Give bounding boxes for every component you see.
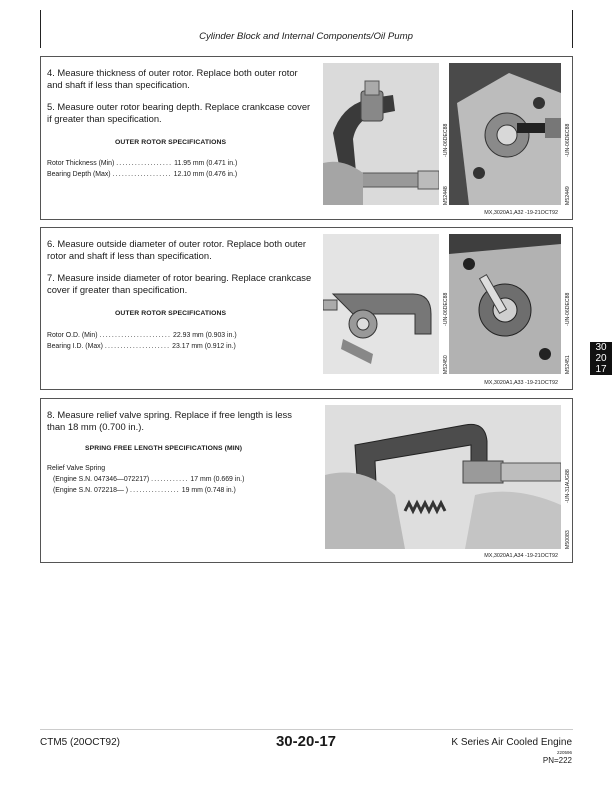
footer-rule bbox=[40, 729, 573, 730]
spec-dots: ....................... bbox=[99, 332, 172, 339]
header-right-rule bbox=[572, 10, 573, 48]
photo-code-label: M52450 bbox=[443, 355, 449, 374]
instruction-5: 5. Measure outer rotor bearing depth. Replace crankcase cover if greater than specification. bbox=[47, 101, 311, 125]
spec-value: 12.10 mm (0.476 in.) bbox=[173, 171, 238, 178]
photo-code-label: -UN-31AUG88 bbox=[565, 469, 571, 503]
spec-value: 23.17 mm (0.912 in.) bbox=[172, 343, 236, 350]
header-left-rule bbox=[40, 10, 41, 48]
spring-measurement-illustration bbox=[325, 405, 561, 549]
photo-code-label: -UN-06DEC88 bbox=[443, 292, 449, 326]
photo-code-label: M52451 bbox=[565, 355, 571, 374]
spec-row bbox=[53, 476, 244, 483]
section-tab-line: 20 bbox=[595, 353, 607, 364]
photo-code-label: M50083 bbox=[565, 530, 571, 549]
instruction-8: 8. Measure relief valve spring. Replace if free length is less than 18 mm (0.700 in.). bbox=[47, 409, 292, 433]
photo-rotor-thickness bbox=[323, 63, 439, 205]
photo-code-label: -UN-06DEC88 bbox=[443, 123, 449, 157]
footer-small-code: 220596 bbox=[556, 750, 572, 755]
section-box-2 bbox=[40, 227, 573, 390]
section-box-1 bbox=[40, 56, 573, 220]
spec-value: 22.93 mm (0.903 in.) bbox=[173, 332, 237, 339]
crankcase-cover-illustration bbox=[449, 63, 561, 205]
section-tab bbox=[590, 342, 612, 375]
spec-row bbox=[47, 171, 237, 178]
page-header-title: Cylinder Block and Internal Components/Oil Pump bbox=[199, 31, 413, 42]
spec-dots: ..................... bbox=[104, 343, 171, 350]
spec-dots: ................... bbox=[112, 171, 172, 178]
spec-value: 17 mm (0.669 in.) bbox=[190, 476, 245, 483]
spec-title: SPRING FREE LENGTH SPECIFICATIONS (MIN) bbox=[85, 445, 243, 452]
spec-label: Rotor O.D. (Min) bbox=[47, 332, 98, 339]
photo-bearing-depth bbox=[449, 63, 561, 205]
reference-code: MX,3020A1,A32 -19-21OCT92 bbox=[484, 210, 558, 216]
micrometer-illustration bbox=[323, 63, 439, 205]
footer-manual-id: CTM5 (20OCT92) bbox=[40, 737, 121, 748]
photo-bearing-id bbox=[449, 234, 561, 374]
photo-relief-spring bbox=[325, 405, 561, 549]
spec-dots: .................. bbox=[116, 160, 173, 167]
instruction-7: 7. Measure inside diameter of rotor bearing. Replace crankcase cover if greater than specification. bbox=[47, 272, 312, 296]
bore-gauge-illustration bbox=[449, 234, 561, 374]
spec-row bbox=[47, 160, 237, 167]
footer-pn: PN=222 bbox=[542, 756, 572, 765]
photo-code-label: M52449 bbox=[565, 186, 571, 205]
spec-value: 11.95 mm (0.471 in.) bbox=[174, 160, 238, 167]
spec-title: OUTER ROTOR SPECIFICATIONS bbox=[115, 310, 227, 317]
footer-page-number: 30-20-17 bbox=[275, 733, 337, 750]
spec-row bbox=[53, 487, 236, 494]
photo-code-label: -UN-06DEC88 bbox=[565, 123, 571, 157]
spec-row bbox=[47, 332, 237, 339]
spec-label: Bearing I.D. (Max) bbox=[47, 343, 103, 350]
section-tab-line: 30 bbox=[595, 342, 607, 353]
reference-code: MX,3020A1,A33 -19-21OCT92 bbox=[484, 380, 558, 386]
photo-code-label: -UN-06DEC88 bbox=[565, 292, 571, 326]
photo-rotor-od bbox=[323, 234, 439, 374]
spec-label: Bearing Depth (Max) bbox=[47, 171, 111, 178]
reference-code: MX,3020A1,A34 -19-21OCT92 bbox=[484, 553, 558, 559]
instruction-6: 6. Measure outside diameter of outer rotor. Replace both outer rotor and shaft if less than specification. bbox=[47, 238, 307, 262]
spec-title: OUTER ROTOR SPECIFICATIONS bbox=[115, 139, 227, 146]
caliper-illustration bbox=[323, 234, 439, 374]
section-tab-line: 17 bbox=[595, 364, 607, 375]
instruction-4: 4. Measure thickness of outer rotor. Replace both outer rotor and shaft if less than specification. bbox=[47, 67, 298, 91]
footer-manual-title: K Series Air Cooled Engine bbox=[451, 737, 572, 748]
spec-value: 19 mm (0.748 in.) bbox=[181, 487, 236, 494]
spec-label: (Engine S.N. 072218— ) bbox=[53, 487, 129, 494]
spec-label: Rotor Thickness (Min) bbox=[47, 160, 115, 167]
spec-dots: ............ bbox=[151, 476, 189, 483]
spec-heading: Relief Valve Spring bbox=[47, 465, 106, 472]
spec-dots: ................ bbox=[130, 487, 180, 494]
spec-label: (Engine S.N. 047346—072217) bbox=[53, 476, 150, 483]
section-box-3 bbox=[40, 398, 573, 563]
photo-code-label: M52448 bbox=[443, 186, 449, 205]
spec-row bbox=[47, 343, 236, 350]
